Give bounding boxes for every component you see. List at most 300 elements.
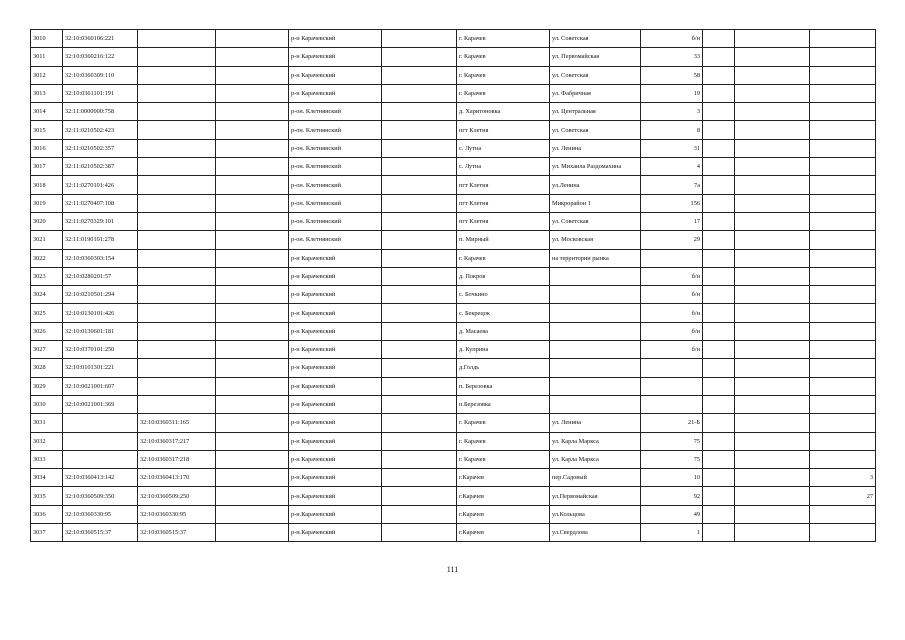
col-12-cell [810,432,876,450]
street-cell: ул.Кольцова [550,505,641,523]
locality-cell: г.Карачев [457,505,550,523]
col-6-cell [382,30,457,48]
col-10-cell [703,524,735,542]
col-11-cell [735,286,810,304]
row-number-cell: 3023 [31,267,63,285]
cadastral-number-cell: 32:10:0280201:57 [63,267,138,285]
street-cell: ул. Московская [550,231,641,249]
col-10-cell [703,286,735,304]
col-12-cell [810,286,876,304]
col-6-cell [382,212,457,230]
col-12-cell: 3 [810,469,876,487]
district-cell: р-н Карачевский [289,359,382,377]
col-10-cell [703,450,735,468]
col-4-cell [216,267,289,285]
col-10-cell [703,487,735,505]
col-6-cell [382,341,457,359]
locality-cell: г. Карачев [457,30,550,48]
district-cell: р-н.Карачевский [289,469,382,487]
col-4-cell [216,103,289,121]
table-row [31,84,876,102]
locality-cell: г. Карачев [457,450,550,468]
col-4-cell [216,505,289,523]
col-12-cell [810,121,876,139]
street-cell [550,267,641,285]
district-cell: р-н Карачевский [289,432,382,450]
col-11-cell [735,249,810,267]
table-row [31,450,876,468]
table-row [31,505,876,523]
col-10-cell [703,231,735,249]
locality-cell: с. Лутна [457,139,550,157]
row-number-cell: 3028 [31,359,63,377]
cadastral-number-2-cell: 32:10:0360317:218 [138,450,216,468]
house-number-cell [641,395,703,413]
district-cell: р-он. Клетнянский [289,103,382,121]
col-11-cell [735,139,810,157]
cadastral-number-2-cell [138,194,216,212]
house-number-cell [641,359,703,377]
col-10-cell [703,341,735,359]
cadastral-number-cell: 32:10:0360309:110 [63,66,138,84]
table-row [31,432,876,450]
district-cell: р-н Карачевский [289,267,382,285]
table-row [31,194,876,212]
street-cell [550,341,641,359]
col-10-cell [703,377,735,395]
col-12-cell [810,505,876,523]
house-number-cell [641,249,703,267]
col-4-cell [216,524,289,542]
col-10-cell [703,322,735,340]
col-4-cell [216,48,289,66]
street-cell: ул. Первомайская [550,48,641,66]
col-10-cell [703,66,735,84]
district-cell: р-н Карачевский [289,30,382,48]
locality-cell: г. Карачев [457,66,550,84]
locality-cell: г.Карачев [457,469,550,487]
col-4-cell [216,286,289,304]
col-11-cell [735,395,810,413]
col-6-cell [382,176,457,194]
cadastral-number-cell: 32:10:0021001:369 [63,395,138,413]
col-11-cell [735,524,810,542]
col-11-cell [735,66,810,84]
col-6-cell [382,66,457,84]
row-number-cell: 3013 [31,84,63,102]
col-4-cell [216,84,289,102]
table-row [31,487,876,505]
street-cell: ул. Карла Маркса [550,432,641,450]
col-4-cell [216,30,289,48]
district-cell: р-он. Клетнянский [289,176,382,194]
row-number-cell: 3024 [31,286,63,304]
col-12-cell [810,30,876,48]
locality-cell: г. Карачев [457,48,550,66]
row-number-cell: 3016 [31,139,63,157]
street-cell: ул. Фабричная [550,84,641,102]
district-cell: р-н Карачевский [289,377,382,395]
cadastral-number-cell: 32:11:0000000:758 [63,103,138,121]
col-4-cell [216,176,289,194]
cadastral-number-2-cell [138,121,216,139]
cadastral-number-2-cell [138,286,216,304]
cadastral-number-2-cell [138,103,216,121]
col-4-cell [216,377,289,395]
district-cell: р-он. Клетнянский [289,194,382,212]
locality-cell: с. Бочкино [457,286,550,304]
locality-cell: пгт Клетня [457,194,550,212]
col-12-cell [810,84,876,102]
col-6-cell [382,231,457,249]
row-number-cell: 3025 [31,304,63,322]
locality-cell: г. Карачев [457,249,550,267]
col-12-cell [810,103,876,121]
cadastral-number-2-cell [138,359,216,377]
col-12-cell [810,524,876,542]
locality-cell: п. Мирный [457,231,550,249]
col-11-cell [735,359,810,377]
table-row [31,395,876,413]
cadastral-number-cell: 32:11:0270407:108 [63,194,138,212]
street-cell: ул.Первомайская [550,487,641,505]
cadastral-number-cell: 32:10:0370101:250 [63,341,138,359]
cadastral-number-2-cell [138,66,216,84]
col-12-cell [810,212,876,230]
row-number-cell: 3034 [31,469,63,487]
cadastral-number-cell: 32:11:0270101:426 [63,176,138,194]
col-6-cell [382,84,457,102]
street-cell: ул. Советская [550,30,641,48]
cadastral-number-cell [63,432,138,450]
street-cell: ул. Центральная [550,103,641,121]
col-4-cell [216,322,289,340]
district-cell: р-н.Карачевский [289,487,382,505]
cadastral-number-cell: 32:11:0210502:357 [63,139,138,157]
table-row [31,121,876,139]
col-12-cell [810,176,876,194]
col-11-cell [735,30,810,48]
locality-cell: г.Карачев [457,487,550,505]
cadastral-number-2-cell: 32:10:0360509:250 [138,487,216,505]
house-number-cell: 7а [641,176,703,194]
district-cell: р-он. Клетнянский [289,231,382,249]
table-row [31,377,876,395]
col-11-cell [735,505,810,523]
col-6-cell [382,267,457,285]
street-cell: ул. Советская [550,66,641,84]
table-row [31,176,876,194]
table-row [31,469,876,487]
registry-table [30,29,876,542]
street-cell: ул.Свердлова [550,524,641,542]
table-row [31,524,876,542]
col-6-cell [382,450,457,468]
district-cell: р-н Карачевский [289,414,382,432]
col-12-cell [810,395,876,413]
row-number-cell: 3022 [31,249,63,267]
cadastral-number-cell: 32:11:0190101:278 [63,231,138,249]
row-number-cell: 3032 [31,432,63,450]
table-row [31,139,876,157]
col-4-cell [216,212,289,230]
house-number-cell: 49 [641,505,703,523]
table-row [31,249,876,267]
col-10-cell [703,121,735,139]
table-row [31,359,876,377]
col-6-cell [382,414,457,432]
table-row [31,30,876,48]
col-4-cell [216,121,289,139]
street-cell: ул. Советская [550,212,641,230]
street-cell: ул. Ленина [550,414,641,432]
locality-cell: пгт Клетня [457,176,550,194]
district-cell: р-н Карачевский [289,286,382,304]
locality-cell: пгт Клетня [457,212,550,230]
col-10-cell [703,176,735,194]
cadastral-number-cell: 32:10:0360515:37 [63,524,138,542]
col-11-cell [735,84,810,102]
col-4-cell [216,194,289,212]
house-number-cell: 33 [641,48,703,66]
col-12-cell [810,414,876,432]
district-cell: р-он. Клетнянский [289,212,382,230]
street-cell [550,322,641,340]
col-6-cell [382,322,457,340]
district-cell: р-н Карачевский [289,249,382,267]
col-4-cell [216,66,289,84]
col-11-cell [735,231,810,249]
cadastral-number-2-cell [138,377,216,395]
cadastral-number-cell: 32:10:0360509:350 [63,487,138,505]
table-row [31,48,876,66]
col-4-cell [216,359,289,377]
table-row [31,267,876,285]
cadastral-number-2-cell [138,341,216,359]
col-10-cell [703,194,735,212]
col-11-cell [735,121,810,139]
street-cell [550,286,641,304]
district-cell: р-н.Карачевский [289,505,382,523]
col-6-cell [382,103,457,121]
cadastral-number-cell: 32:10:0360216:122 [63,48,138,66]
cadastral-number-2-cell: 32:10:0360515:37 [138,524,216,542]
row-number-cell: 3010 [31,30,63,48]
cadastral-number-cell: 32:11:0270329:101 [63,212,138,230]
locality-cell: г. Карачев [457,84,550,102]
col-6-cell [382,524,457,542]
cadastral-number-cell: 32:10:0130101:426 [63,304,138,322]
district-cell: р-он. Клетнянский [289,121,382,139]
house-number-cell: 29 [641,231,703,249]
col-10-cell [703,395,735,413]
cadastral-number-cell: 32:11:0210502:423 [63,121,138,139]
col-6-cell [382,139,457,157]
table-body [31,30,876,542]
table-row [31,103,876,121]
locality-cell: п. Березовка [457,377,550,395]
table-row [31,66,876,84]
col-11-cell [735,341,810,359]
table-row [31,341,876,359]
street-cell: ул. Михаила Раздомахина [550,158,641,176]
cadastral-number-2-cell [138,322,216,340]
col-12-cell [810,377,876,395]
cadastral-number-cell: 32:10:0361101:191 [63,84,138,102]
row-number-cell: 3012 [31,66,63,84]
district-cell: р-он. Клетнянский [289,158,382,176]
locality-cell: г.Карачев [457,524,550,542]
district-cell: р-н Карачевский [289,395,382,413]
house-number-cell: 4 [641,158,703,176]
col-11-cell [735,432,810,450]
street-cell: Микрорайон 1 [550,194,641,212]
row-number-cell: 3026 [31,322,63,340]
row-number-cell: 3019 [31,194,63,212]
row-number-cell: 3020 [31,212,63,230]
district-cell: р-н Карачевский [289,450,382,468]
table-row [31,322,876,340]
col-12-cell [810,359,876,377]
col-12-cell [810,66,876,84]
locality-cell: д.Голдь [457,359,550,377]
col-12-cell [810,267,876,285]
house-number-cell: 92 [641,487,703,505]
cadastral-number-cell: 32:11:0210502:387 [63,158,138,176]
house-number-cell: 75 [641,450,703,468]
house-number-cell: б/н [641,304,703,322]
district-cell: р-н Карачевский [289,84,382,102]
house-number-cell: 19 [641,84,703,102]
cadastral-number-2-cell: 32:10:0360317:217 [138,432,216,450]
district-cell: р-он. Клетнянский [289,139,382,157]
col-10-cell [703,84,735,102]
street-cell [550,377,641,395]
cadastral-number-2-cell [138,158,216,176]
cadastral-number-cell: 32:10:0360303:154 [63,249,138,267]
col-6-cell [382,359,457,377]
col-6-cell [382,249,457,267]
locality-cell: п.Березовка [457,395,550,413]
col-6-cell [382,487,457,505]
col-12-cell [810,322,876,340]
street-cell: ул.Ленина [550,176,641,194]
col-12-cell [810,48,876,66]
cadastral-number-2-cell: 32:10:0360311:165 [138,414,216,432]
house-number-cell: 10 [641,469,703,487]
col-10-cell [703,414,735,432]
col-4-cell [216,395,289,413]
col-10-cell [703,304,735,322]
col-11-cell [735,487,810,505]
house-number-cell: 156 [641,194,703,212]
col-12-cell [810,158,876,176]
col-6-cell [382,432,457,450]
col-4-cell [216,158,289,176]
col-10-cell [703,158,735,176]
street-cell: ул. Ленина [550,139,641,157]
house-number-cell: 8 [641,121,703,139]
col-10-cell [703,267,735,285]
col-10-cell [703,103,735,121]
district-cell: р-н Карачевский [289,48,382,66]
col-12-cell [810,231,876,249]
house-number-cell: 21-Б [641,414,703,432]
col-6-cell [382,505,457,523]
house-number-cell: б/н [641,30,703,48]
col-6-cell [382,158,457,176]
row-number-cell: 3014 [31,103,63,121]
district-cell: р-н Карачевский [289,322,382,340]
street-cell: ул. Советская [550,121,641,139]
cadastral-number-2-cell [138,231,216,249]
locality-cell: г. Карачев [457,414,550,432]
row-number-cell: 3015 [31,121,63,139]
house-number-cell: б/н [641,267,703,285]
table-row [31,231,876,249]
cadastral-number-cell: 32:10:0360330:95 [63,505,138,523]
col-10-cell [703,432,735,450]
locality-cell: д. Харитоновка [457,103,550,121]
row-number-cell: 3018 [31,176,63,194]
table-row [31,158,876,176]
cadastral-number-2-cell [138,30,216,48]
col-4-cell [216,341,289,359]
col-11-cell [735,469,810,487]
col-4-cell [216,139,289,157]
district-cell: р-н Карачевский [289,341,382,359]
cadastral-number-2-cell [138,267,216,285]
house-number-cell: б/н [641,286,703,304]
street-cell [550,359,641,377]
row-number-cell: 3030 [31,395,63,413]
col-4-cell [216,432,289,450]
cadastral-number-2-cell [138,395,216,413]
col-4-cell [216,469,289,487]
cadastral-number-2-cell: 32:10:0360413:170 [138,469,216,487]
row-number-cell: 3029 [31,377,63,395]
col-12-cell [810,341,876,359]
locality-cell: пгт Клетня [457,121,550,139]
cadastral-number-cell: 32:10:0360413:142 [63,469,138,487]
col-11-cell [735,212,810,230]
house-number-cell: 31 [641,139,703,157]
table-row [31,286,876,304]
cadastral-number-cell: 32:10:0360106:221 [63,30,138,48]
street-cell: пер.Садовый [550,469,641,487]
cadastral-number-2-cell [138,249,216,267]
house-number-cell: 3 [641,103,703,121]
cadastral-number-cell: 32:10:0021001:607 [63,377,138,395]
col-4-cell [216,304,289,322]
street-cell: ул. Карла Маркса [550,450,641,468]
street-cell [550,395,641,413]
col-10-cell [703,48,735,66]
col-10-cell [703,505,735,523]
col-6-cell [382,469,457,487]
locality-cell: д. Куприна [457,341,550,359]
house-number-cell: б/н [641,322,703,340]
col-6-cell [382,377,457,395]
table-row [31,414,876,432]
cadastral-number-cell [63,450,138,468]
row-number-cell: 3021 [31,231,63,249]
col-4-cell [216,414,289,432]
col-4-cell [216,450,289,468]
row-number-cell: 3011 [31,48,63,66]
locality-cell: д. Покров [457,267,550,285]
street-cell: на территории рынка [550,249,641,267]
